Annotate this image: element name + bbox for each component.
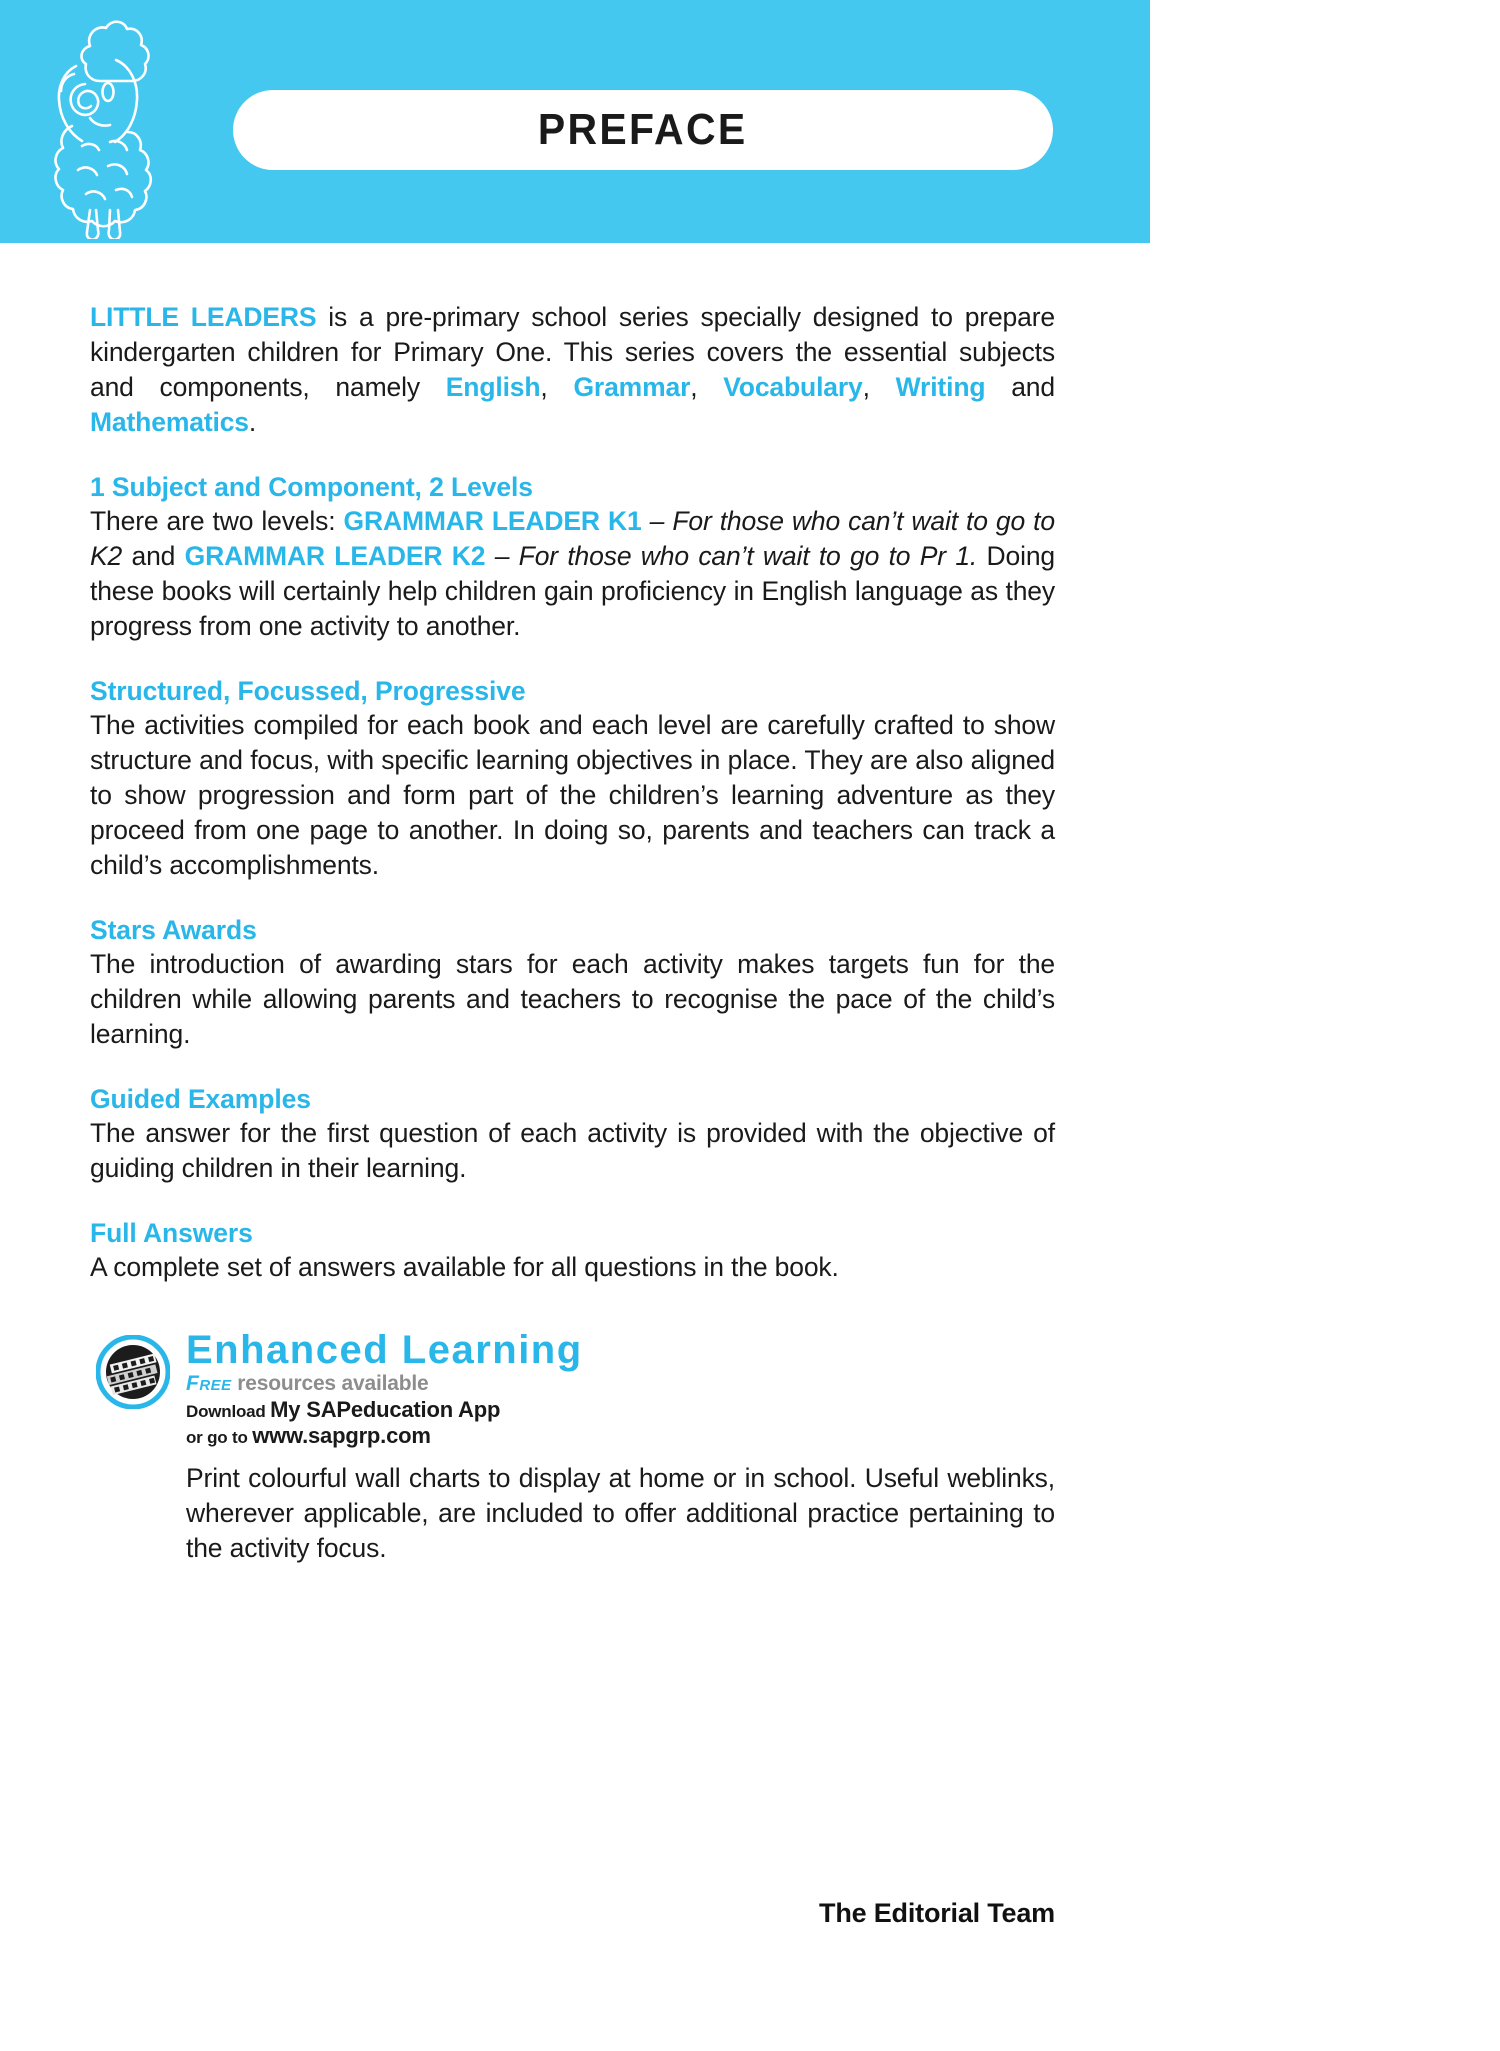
brand-name: LITTLE LEADERS bbox=[90, 302, 317, 332]
levels-mid: and bbox=[122, 541, 185, 571]
page-title: PREFACE bbox=[538, 105, 748, 154]
sep-and: and bbox=[985, 372, 1055, 402]
page-title-pill bbox=[233, 90, 1053, 170]
section-body-full-answers: A complete set of answers available for all questions in the book. bbox=[90, 1252, 839, 1282]
intro-period: . bbox=[248, 407, 257, 437]
intro-paragraph bbox=[90, 300, 1055, 440]
section-body-stars-awards: The introduction of awarding stars for each activity makes targets fun for the children while allowing parents and teachers to recognise the pace of the child’s learning. bbox=[90, 949, 1055, 1049]
page-header-band bbox=[0, 0, 1150, 243]
section-heading-stars-awards: Stars Awards bbox=[90, 915, 257, 945]
sheep-outline-icon bbox=[30, 14, 175, 239]
level-1-desc: – For those who can’t wait to go to K2 bbox=[90, 506, 1055, 571]
levels-lead: There are two levels: bbox=[90, 506, 344, 536]
editorial-team-signature: The Editorial Team bbox=[819, 1898, 1055, 1928]
resources-available-label: resources available bbox=[231, 1372, 429, 1395]
intro-text-1: is a pre-primary school series specially designed to prepare kindergarten children for Primary One. This series covers the essential subjects and components, namely bbox=[90, 302, 1055, 402]
section-body-guided-examples: The answer for the first question of each activity is provided with the objective of guiding children in their learning. bbox=[90, 1118, 1055, 1183]
enhanced-learning-body: Print colourful wall charts to display at home or in school. Useful weblinks, wherever applicable, are included to offer additional practice pertaining to the activity focus. bbox=[186, 1463, 1055, 1563]
sep-2: , bbox=[690, 372, 724, 402]
subject-grammar: Grammar bbox=[573, 372, 691, 402]
levels-tail: Doing these books will certainly help children gain proficiency in English language as they progress from one activity to another. bbox=[90, 541, 1055, 641]
film-strip-circle-icon bbox=[96, 1335, 170, 1409]
free-label: Free bbox=[186, 1372, 232, 1395]
section-body-structured: The activities compiled for each book and each level are carefully crafted to show structure and focus, with specific learning objectives in place. They are also aligned to show progression and form part of the children’s learning adventure as they proceed from one page to another. In doing so, parents and teachers can track a child’s accomplishments. bbox=[90, 710, 1055, 880]
level-1-name: GRAMMAR LEADER K1 bbox=[343, 506, 642, 536]
section-heading-structured: Structured, Focussed, Progressive bbox=[90, 676, 526, 706]
subject-mathematics: Mathematics bbox=[90, 407, 249, 437]
enhanced-learning-block bbox=[90, 1327, 1055, 1566]
website-url[interactable]: www.sapgrp.com bbox=[252, 1423, 431, 1448]
subject-writing: Writing bbox=[895, 372, 986, 402]
enhanced-learning-free-line bbox=[186, 1372, 583, 1396]
level-2-name: GRAMMAR LEADER K2 bbox=[184, 541, 486, 571]
subject-english: English bbox=[445, 372, 541, 402]
app-name: My SAPeducation App bbox=[270, 1397, 501, 1422]
sep-3: , bbox=[862, 372, 896, 402]
website-line[interactable] bbox=[186, 1424, 583, 1449]
section-body-levels bbox=[90, 504, 1055, 644]
section-heading-guided-examples: Guided Examples bbox=[90, 1084, 311, 1114]
level-2-desc: – For those who can’t wait to go to Pr 1. bbox=[485, 541, 978, 571]
download-label: Download bbox=[186, 1402, 271, 1421]
section-heading-levels: 1 Subject and Component, 2 Levels bbox=[90, 472, 533, 502]
enhanced-learning-title: Enhanced Learning bbox=[186, 1328, 583, 1372]
sep-1: , bbox=[540, 372, 574, 402]
subject-vocabulary: Vocabulary bbox=[723, 372, 863, 402]
section-heading-full-answers: Full Answers bbox=[90, 1218, 253, 1248]
download-app-line bbox=[186, 1398, 583, 1424]
preface-content bbox=[90, 300, 1055, 1566]
or-go-to-label: or go to bbox=[186, 1428, 253, 1447]
